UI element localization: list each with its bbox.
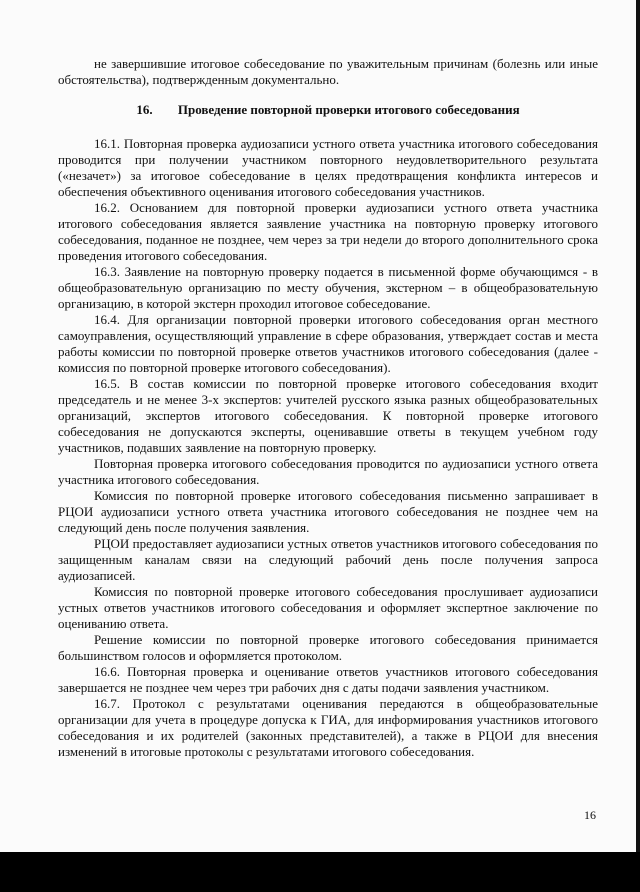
paragraph: 16.6. Повторная проверка и оценивание ответов участников итогового собеседования завершается не позднее чем через три рабочих дня с даты подачи заявления участником. [58,664,598,695]
paragraph: 16.2. Основанием для повторной проверки аудиозаписи устного ответа участника итогового собеседования является заявление участника на повторную проверку итогового собеседования, поданное не позднее, чем через за три недели до второго дополнительного срока проведения итогового собеседования. [58,200,598,263]
paragraph: Комиссия по повторной проверке итогового собеседования прослушивает аудиозаписи устных ответов участников итогового собеседования и оформляет экспертное заключение по оцениванию ответа. [58,584,598,631]
paragraph: 16.1. Повторная проверка аудиозаписи устного ответа участника итогового собеседования проводится при получении участником повторного неудовлетворительного результата («незачет») за итоговое собеседование в целях предотвращения конфликта интересов и обеспечения объективного оценивания итогового собеседования участников. [58,136,598,199]
section-number: 16. [136,102,153,117]
document-body [58,56,598,760]
paragraph: 16.3. Заявление на повторную проверку подается в письменной форме обучающимся - в общеобразовательную организацию по месту обучения, экстерном – в общеобразовательную организацию, в которой экстерн проходил итоговое собеседование. [58,264,598,311]
section-heading [58,102,598,118]
paragraph: 16.5. В состав комиссии по повторной проверке итогового собеседования входит председатель и не менее 3-х экспертов: учителей русского языка разных общеобразовательных организаций, экспертов итогового собеседования. К повторной проверке итогового собеседования не допускаются эксперты, оценивавшие ответы в текущем учебном году участников, подавших заявление на повторную проверку. [58,376,598,455]
scan-bottom-bar [0,852,640,892]
section-title: Проведение повторной проверки итогового собеседования [177,102,520,117]
paragraph: 16.7. Протокол с результатами оценивания передаются в общеобразовательные организации для учета в процедуре допуска к ГИА, для информирования участников итогового собеседования и их родителей (законных представителей), а также в РЦОИ для внесения изменений в итоговые протоколы с результатами итогового собеседования. [58,696,598,759]
paragraph: Комиссия по повторной проверке итогового собеседования письменно запрашивает в РЦОИ аудиозаписи устного ответа участника итогового собеседования не позднее чем на следующий день после получения заявления. [58,488,598,535]
intro-paragraph: не завершившие итоговое собеседование по уважительным причинам (болезнь или иные обстоятельства), подтвержденным документально. [58,56,598,87]
page-number: 16 [584,808,596,822]
scan-edge [636,0,640,892]
paragraph: Повторная проверка итогового собеседования проводится по аудиозаписи устного ответа участника итогового собеседования. [58,456,598,487]
paragraph: Решение комиссии по повторной проверке итогового собеседования принимается большинством голосов и оформляется протоколом. [58,632,598,663]
paragraph: РЦОИ предоставляет аудиозаписи устных ответов участников итогового собеседования по защищенным каналам связи на следующий рабочий день после получения запроса аудиозаписей. [58,536,598,583]
paragraph: 16.4. Для организации повторной проверки итогового собеседования орган местного самоуправления, осуществляющий управление в сфере образования, утверждает состав и места работы комиссии по повторной проверке ответов участников итогового собеседования (далее - комиссия по повторной проверке итогового собеседования). [58,312,598,375]
